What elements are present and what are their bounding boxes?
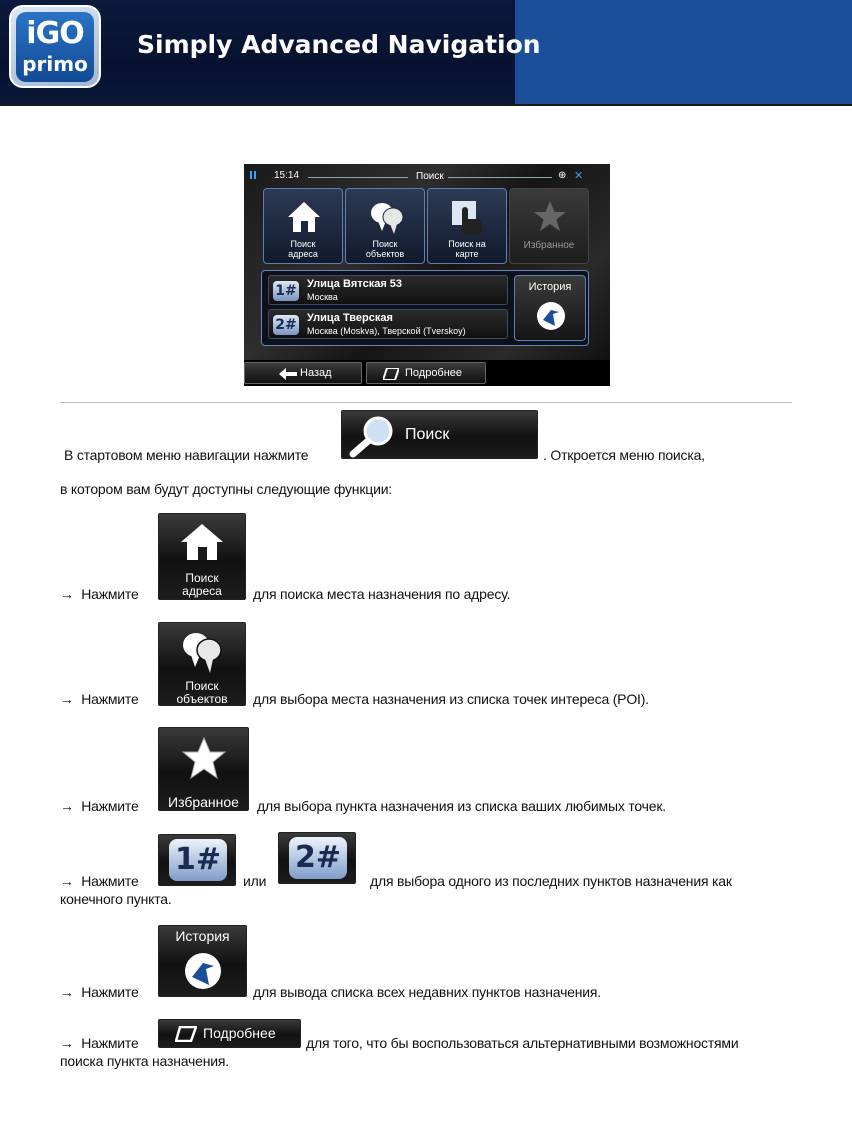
more-icon [383,368,399,380]
recent-destinations-panel [261,270,589,346]
arrow-icon: → [60,691,74,707]
intro-text: В стартовом меню навигации нажмите [64,447,309,463]
magnifier-icon [348,414,396,458]
tile-address-search[interactable]: Поиск адреса [263,188,343,264]
recent-1-button-example [158,834,236,886]
more-button-example: Подробнее [158,1019,301,1048]
house-icon [286,199,322,235]
history-arrow-icon [183,951,223,991]
more-button[interactable]: Подробнее [366,362,486,384]
igo-primo-logo: iGO primo [9,5,101,88]
recent-destination-1[interactable]: 1# Улица Вятская 53 Москва [268,275,508,305]
star-icon [532,199,568,235]
device-bottom-bar [244,360,610,386]
recent-2-icon: 2# [273,315,299,335]
history-arrow-icon [535,300,567,332]
back-arrow-icon [279,368,297,380]
more-icon [175,1026,197,1042]
satellite-icon: ✕ [574,170,584,182]
recent-1-icon: 1# [273,281,299,301]
house-icon [179,522,225,562]
star-icon [181,736,227,782]
recent-destination-2[interactable]: 2# Улица Тверская Москва (Moskva), Тверской (Tverskoy) [268,309,508,339]
favorites-button-example: Избранное [158,727,249,811]
arrow-icon: → [60,798,74,814]
history-button-example: История [158,925,247,997]
poi-search-button-example: Поиск объектов [158,622,246,706]
arrow-icon: → [60,873,74,889]
tile-poi-search[interactable]: Поиск объектов [345,188,425,264]
recent-2-icon: 2# [289,837,347,879]
tile-map-search[interactable]: Поиск на карте [427,188,507,264]
address-search-button-example: Поиск адреса [158,513,246,600]
device-search-screen [244,164,610,386]
globe-icon: ⊕ [558,170,567,181]
screen-title: Поиск [416,171,444,182]
status-bar [248,168,606,184]
search-button-example: Поиск [341,410,538,459]
arrow-icon: → [60,1035,74,1051]
section-divider [60,402,792,403]
back-button[interactable]: Назад [244,362,362,384]
arrow-icon: → [60,586,74,602]
tagline: Simply Advanced Navigation [137,30,541,59]
history-button[interactable]: История [514,275,586,341]
banner-divider [0,104,852,106]
poi-bubbles-icon [368,199,406,237]
header-banner [0,0,852,106]
poi-bubbles-icon [179,629,225,675]
hand-map-icon [450,199,486,237]
recent-1-icon: 1# [169,839,227,881]
arrow-icon: → [60,984,74,1000]
tile-favorites[interactable]: Избранное [509,188,589,264]
banner-right-panel [515,0,852,104]
status-time: 15:14 [274,170,300,181]
recent-2-button-example [278,832,356,884]
signal-icon [250,171,256,179]
